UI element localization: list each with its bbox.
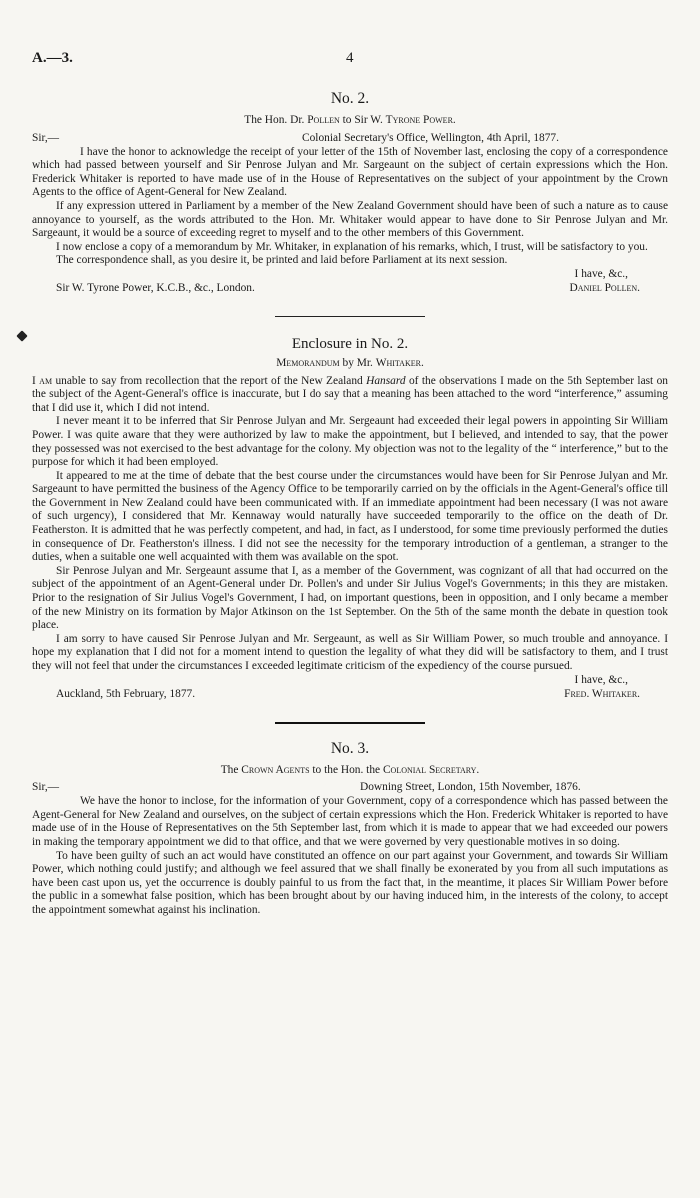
letter-number-3: No. 3. [330,739,370,757]
paragraph: I now enclose a copy of a memorandum by Mr. Whitaker, in explanation of his remarks, which, I trust, will be satisfactory to you. [56,240,648,253]
letter-2-salutation-row [32,132,668,146]
closing-row [32,674,668,688]
section-divider [275,722,425,724]
letter-number-2: No. 2. [330,90,370,107]
paragraph: Sir Penrose Julyan and Mr. Sergeaunt assume that I, as a member of the Government, was cognizant of all that had occurred on the subject of the appointment of an Agent-General under Dr. Pollen's and under Sir Julius Vogel's Governments; in this they are mistaken. Prior to the resignation of Sir Julius Vogel's Government, I had, on important questions, been in opposition, and I only became a member of the new Ministry on its formation by Major Atkinson on the 1st September. On the 5th of the same month the debate in question took place. [32,564,668,632]
salutation: Sir,— [32,781,60,794]
signature: Fred. Whitaker. [564,687,640,700]
paragraph: I am unable to say from recollection that the report of the New Zealand Hansard of the observations I made on the 5th September last on the subject of the Agent-General's office is inaccurate, but I do say that a meaning has been attached to the word “interference,” assuming that I did use it, which I did not intend. [32,374,668,414]
paragraph: We have the honor to inclose, for the information of your Government, copy of a correspondence which has passed between the Agent-General for New Zealand and ourselves, on the subject of certain expressions which the Hon. Frederick Whitaker is reported to have made use of in the House of Representatives on the 5th September last, from which it is made to appear that we had exceeded our powers in making the temporary appointment we did to that office, and that we were governed by very questionable motives in so doing. [32,795,668,848]
place-date: Auckland, 5th February, 1877. [56,687,196,700]
signature-row [32,282,668,296]
enclosure-heading: Memorandum by Mr. Whitaker. [276,356,424,369]
signature-row [32,688,668,702]
enclosure-title: Enclosure in No. 2. [291,335,409,352]
paragraph: It appeared to me at the time of debate that the best course under the circumstances would have been for Sir Penrose Julyan and Mr. Sargeaunt to have permitted the business of the Agency Office to be temporarily carried on by the officials in the Agent-General's office till the Government in New Zealand could have been communicated with. If an immediate appointment had been necessary (I was not aware of such urgency), I considered that Mr. Kennaway would naturally have succeeded temporarily to the office on the death of Dr. Featherston. It is admitted that he was perfectly competent, and had, in fact, as I understood, for some time previously performed the duties in consequence of Dr. Featherston's illness. I did not see the necessity for the temporary introduction of a gentleman, a stranger to the duties, when a suitable one well acquainted with them was available on the spot. [32,469,668,564]
paragraph: The correspondence shall, as you desire it, be printed and laid before Parliament at its next session. [56,254,508,267]
salutation: Sir,— [32,131,60,144]
paragraph: I have the honor to acknowledge the receipt of your letter of the 15th of November last, enclosing the copy of a correspondence which had passed between yourself and Sir Penrose Julyan and Mr. Sargeaunt on the subject of certain expressions which the Hon. Frederick Whitaker is reported to have made use of in the House of Representatives on the subject of your appointment by the Crown Agents to the office of Agent-General for New Zealand. [32,145,668,199]
document-reference: A.—3. [32,50,73,66]
letter-3-heading: The Crown Agents to the Hon. the Colonial Secretary. [220,763,480,776]
paragraph: If any expression uttered in Parliament by a member of the New Zealand Government should have been of such a nature as to cause annoyance to yourself, as the words attributed to the Hon. Mr. Whitaker would appear to have done to Sir Penrose Julyan and Mr. Sargeaunt, it would be a source of exceeding regret to myself and to the other members of this Government. [32,199,668,240]
letter-2-place-date: Colonial Secretary's Office, Wellington, 4th April, 1877. [302,131,559,144]
paragraph: I never meant it to be inferred that Sir Penrose Julyan and Mr. Sergeaunt had exceeded their legal powers in appointing Sir William Power. I was quite aware that they were authorized by law to make the appointment, but I believed, and intended to say, that the power they possessed was not exercised to the best advantage for the colony. My objection was not to the legality of the “ interference,” but to the purpose for which it had been employed. [32,415,668,469]
margin-mark [16,330,27,341]
closing: I have, &c., [574,673,628,686]
section-divider [275,316,425,317]
letter-3-place-date: Downing Street, London, 15th November, 1876. [360,781,581,794]
paragraph: I am sorry to have caused Sir Penrose Julyan and Mr. Sergeaunt, as well as Sir William Power, so much trouble and annoyance. I hope my explanation that I did not for a moment intend to question the legality of what they did will be satisfactory to them, and I trust they will not feel that under the circumstances I exceeded legitimate criticism of the expediency of the course pursued. [32,632,668,672]
letter-3-salutation-row [32,781,668,795]
paragraph: To have been guilty of such an act would have constituted an offence on our part against your Government, and towards Sir William Power, which nothing could justify; and although we feel assured that we shall finally be exonerated by you from all such imputations as have been cast upon us, yet the occurrence is doubly painful to us from the fact that, in the meantime, it places Sir William Power before the public in a somewhat false position, which has been brought about by our having induced him, in the interests of the colony, to accept the appointment somewhat against his inclination. [32,849,668,916]
page-number: 4 [346,50,354,66]
addressee: Sir W. Tyrone Power, K.C.B., &c., London. [56,281,255,294]
closing: I have, &c., [574,267,628,280]
signature: Daniel Pollen. [569,281,640,294]
closing-row [32,268,668,282]
document-body [32,90,668,918]
letter-2-heading: The Hon. Dr. Pollen to Sir W. Tyrone Power. [244,114,456,126]
